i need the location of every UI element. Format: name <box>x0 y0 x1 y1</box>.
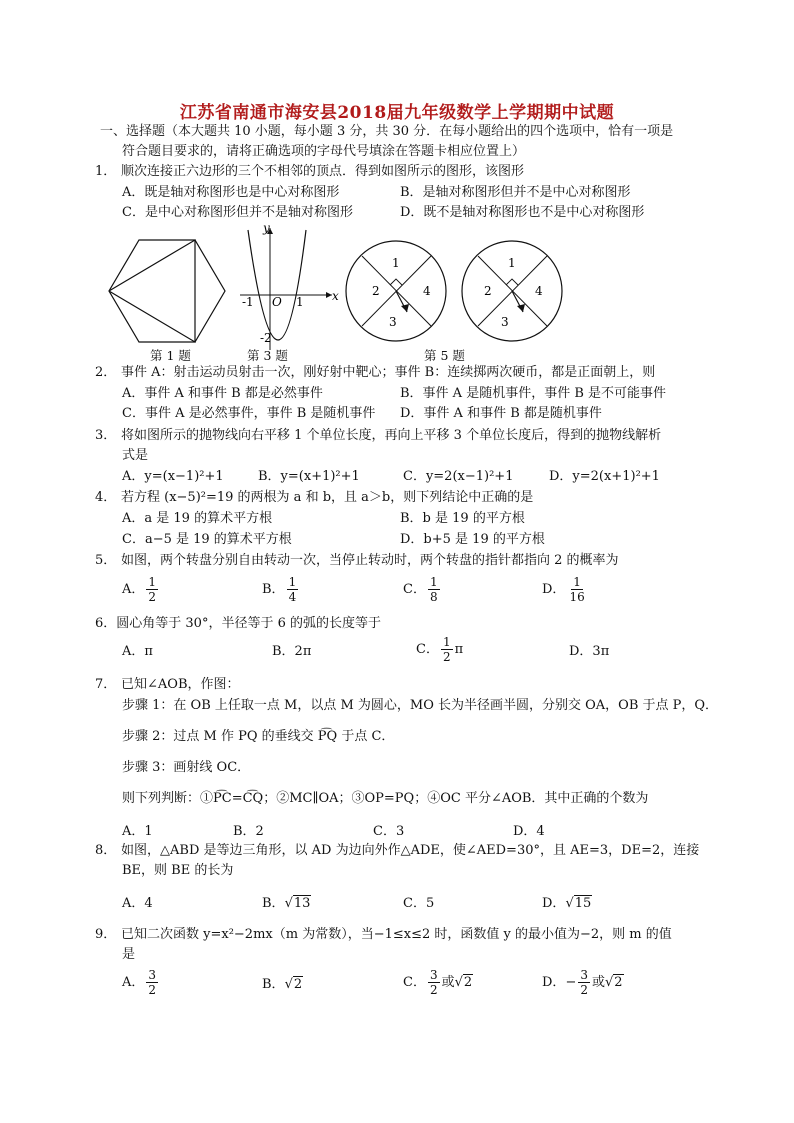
numerator: 3 <box>580 968 588 982</box>
option-letter: C． <box>416 642 439 657</box>
question-9-option-b <box>262 976 303 994</box>
option-letter: A． <box>122 582 145 597</box>
option-letter: A． <box>122 975 145 990</box>
question-1-option-d: D．既不是轴对称图形也不是中心对称图形 <box>400 205 645 220</box>
question-9-stem <box>95 926 672 944</box>
question-8-stem <box>95 842 699 860</box>
square-root: √15 <box>565 896 592 911</box>
question-4-text: 若方程 (x−5)²=19 的两根为 a 和 b，且 a＞b，则下列结论中正确的是 <box>121 490 534 505</box>
question-4-option-d: D．b+5 是 19 的平方根 <box>400 532 545 547</box>
denominator: 2 <box>148 590 157 604</box>
question-5-number: 5． <box>95 553 117 568</box>
spinner-sector-label: 3 <box>389 315 397 329</box>
question-4-stem <box>95 489 533 507</box>
question-6-stem: 6．圆心角等于 30°，半径等于 6 的弧的长度等于 <box>95 616 381 631</box>
denominator: 16 <box>569 590 585 604</box>
question-4-option-c: C．a−5 是 19 的算术平方根 <box>122 532 292 547</box>
axis-y-label: y <box>263 222 270 235</box>
question-4-number: 4． <box>95 490 117 505</box>
numerator: 1 <box>288 575 297 589</box>
square-root: √2 <box>454 975 473 990</box>
figures-row <box>100 222 580 362</box>
radicand: 15 <box>574 896 592 911</box>
question-7-step2: 步骤 2：过点 M 作 PQ 的垂线交 P͡Q 于点 C． <box>122 729 395 744</box>
or-word: 或 <box>441 975 455 990</box>
numerator: 1 <box>573 575 581 589</box>
radicand: 2 <box>293 977 303 992</box>
question-2-option-c: C．事件 A 是必然事件，事件 B 是随机事件 <box>122 406 376 421</box>
fraction <box>146 575 158 604</box>
question-7-stem <box>95 676 240 694</box>
spinner-left <box>346 241 446 341</box>
figure-1-caption: 第 1 题 <box>150 348 191 363</box>
option-letter: C． <box>403 582 426 597</box>
question-8-option-b <box>262 895 311 913</box>
question-1-option-a: A．既是轴对称图形也是中心对称图形 <box>122 185 340 200</box>
question-8-text-cont: BE，则 BE 的长为 <box>122 863 234 878</box>
spinner-sector-label: 2 <box>372 284 380 298</box>
numerator: 3 <box>148 968 157 982</box>
denominator: 4 <box>288 590 297 604</box>
question-2-number: 2． <box>95 365 117 380</box>
question-9-option-a <box>122 968 160 997</box>
x-tick-neg1: -1 <box>242 295 254 309</box>
radicand: 13 <box>293 896 311 911</box>
denominator: 2 <box>580 983 588 997</box>
question-7-step3: 步骤 3：画射线 OC． <box>122 760 251 775</box>
question-7-text: 已知∠AOB，作图： <box>121 677 240 692</box>
option-letter: B． <box>262 582 285 597</box>
option-letter: B． <box>262 896 285 911</box>
denominator: 2 <box>442 650 451 664</box>
question-3-text-cont: 式是 <box>122 448 149 463</box>
question-9-option-c <box>403 968 473 997</box>
question-2-option-d: D．事件 A 和事件 B 都是随机事件 <box>400 406 602 421</box>
fraction <box>428 575 440 604</box>
spinner-sector-label: 4 <box>423 284 431 298</box>
origin-label: O <box>272 295 282 309</box>
question-7-judgement: 则下列判断：①P͡C=C͡Q；②MC∥OA；③OP=PQ；④OC 平分∠AOB．其中正确的个数为 <box>122 791 649 806</box>
hexagon-figure <box>109 240 225 342</box>
question-9-option-d <box>542 968 624 997</box>
fraction <box>287 575 299 604</box>
question-6-option-b: B．2π <box>272 644 312 659</box>
question-5-option-d <box>542 575 589 604</box>
spinner-sector-label: 4 <box>535 284 543 298</box>
option-letter: C． <box>403 975 426 990</box>
numerator: 1 <box>429 575 438 589</box>
section-heading-line2: 符合题目要求的，请将正确选项的字母代号填涂在答题卡相应位置上） <box>122 144 526 159</box>
square-root: √2 <box>284 977 303 992</box>
question-3-stem <box>95 427 661 445</box>
page-title: 江苏省南通市海安县2018届九年级数学上学期期中试题 <box>179 103 615 123</box>
question-3-number: 3． <box>95 428 117 443</box>
question-3-option-b: B．y=(x+1)²+1 <box>258 469 360 484</box>
fraction <box>578 968 590 997</box>
question-4-option-a: A．a 是 19 的算术平方根 <box>122 511 273 526</box>
question-7-option-d: D．4 <box>513 824 545 839</box>
spinner-right <box>462 241 562 341</box>
pi-symbol: π <box>454 642 464 657</box>
question-6-option-c <box>416 635 463 664</box>
question-4-option-b: B．b 是 19 的平方根 <box>400 511 525 526</box>
option-letter: D． <box>542 896 566 911</box>
denominator: 2 <box>429 983 438 997</box>
denominator: 8 <box>429 590 438 604</box>
question-9-text: 已知二次函数 y=x²−2mx（m 为常数），当−1≤x≤2 时，函数值 y 的最小值为−2，则 m 的值 <box>121 927 672 942</box>
question-8-option-c: C．5 <box>403 896 435 911</box>
question-5-option-c <box>403 575 442 604</box>
spinner-sector-label: 3 <box>501 315 509 329</box>
question-2-option-a: A．事件 A 和事件 B 都是必然事件 <box>122 386 323 401</box>
option-letter: B． <box>262 977 285 992</box>
question-1-option-c: C．是中心对称图形但并不是轴对称图形 <box>122 205 353 220</box>
question-1-text: 顺次连接正六边形的三个不相邻的顶点．得到如图所示的图形，该图形 <box>121 164 525 179</box>
denominator: 2 <box>148 983 157 997</box>
radicand: 2 <box>614 975 623 990</box>
option-letter: D． <box>542 582 566 597</box>
question-2-stem <box>95 364 655 382</box>
x-tick-1: 1 <box>296 295 304 309</box>
question-6-option-d: D．3π <box>569 644 610 659</box>
question-3-option-d: D．y=2(x+1)²+1 <box>549 469 660 484</box>
option-letter: D． <box>542 975 566 990</box>
spinner-sector-label: 1 <box>392 256 400 270</box>
fraction <box>441 635 453 664</box>
fraction <box>146 968 158 997</box>
question-5-option-a <box>122 575 160 604</box>
question-6-option-a: A．π <box>122 644 153 659</box>
question-7-number: 7． <box>95 677 117 692</box>
section-heading-line1: 一、选择题（本大题共 10 小题，每小题 3 分，共 30 分．在每小题给出的四个选项中，恰有一项是 <box>100 124 674 139</box>
figure-3-caption: 第 3 题 <box>247 348 288 363</box>
vertex-label: -2 <box>260 331 272 345</box>
radicand: 2 <box>463 975 473 990</box>
question-7-option-a: A．1 <box>122 824 153 839</box>
question-9-number: 9． <box>95 927 117 942</box>
question-3-text: 将如图所示的抛物线向右平移 1 个单位长度，再向上平移 3 个单位长度后，得到的抛物线解析 <box>121 428 662 443</box>
question-7-step1: 步骤 1：在 OB 上任取一点 M，以点 M 为圆心，MO 长为半径画半圆，分别交 OA，OB 于点 P，Q． <box>122 698 719 713</box>
question-2-text: 事件 A：射击运动员射击一次，刚好射中靶心；事件 B：连续掷两次硬币，都是正面朝上，则 <box>121 365 656 380</box>
question-7-option-c: C．3 <box>373 824 405 839</box>
question-2-option-b: B．事件 A 是随机事件，事件 B 是不可能事件 <box>400 386 667 401</box>
question-5-stem <box>95 552 619 570</box>
square-root: √13 <box>284 896 311 911</box>
question-8-option-a: A．4 <box>122 896 153 911</box>
numerator: 3 <box>429 968 438 982</box>
parabola-figure <box>240 222 339 350</box>
question-9-text-cont: 是 <box>122 947 136 962</box>
figure-5-caption: 第 5 题 <box>424 348 465 363</box>
axis-x-label: x <box>332 289 339 303</box>
square-root: √2 <box>605 975 623 990</box>
fraction <box>428 968 440 997</box>
question-3-option-c: C．y=2(x−1)²+1 <box>403 469 514 484</box>
question-8-text: 如图，△ABD 是等边三角形，以 AD 为边向外作△ADE，使∠AED=30°，且 AE=3，DE=2，连接 <box>121 843 700 858</box>
numerator: 1 <box>442 635 451 649</box>
question-1-option-b: B．是轴对称图形但并不是中心对称图形 <box>400 185 631 200</box>
question-7-option-b: B．2 <box>233 824 264 839</box>
question-1-stem <box>95 163 524 181</box>
fraction <box>567 575 586 604</box>
minus-sign: − <box>565 975 577 990</box>
or-word: 或 <box>591 975 605 990</box>
question-5-text: 如图，两个转盘分别自由转动一次，当停止转动时，两个转盘的指针都指向 2 的概率为 <box>121 553 619 568</box>
question-1-number: 1． <box>95 164 117 179</box>
question-8-number: 8． <box>95 843 117 858</box>
spinner-sector-label: 2 <box>484 284 492 298</box>
question-5-option-b <box>262 575 300 604</box>
question-3-option-a: A．y=(x−1)²+1 <box>122 469 224 484</box>
question-8-option-d <box>542 895 592 913</box>
spinner-sector-label: 1 <box>508 256 516 270</box>
numerator: 1 <box>148 575 157 589</box>
